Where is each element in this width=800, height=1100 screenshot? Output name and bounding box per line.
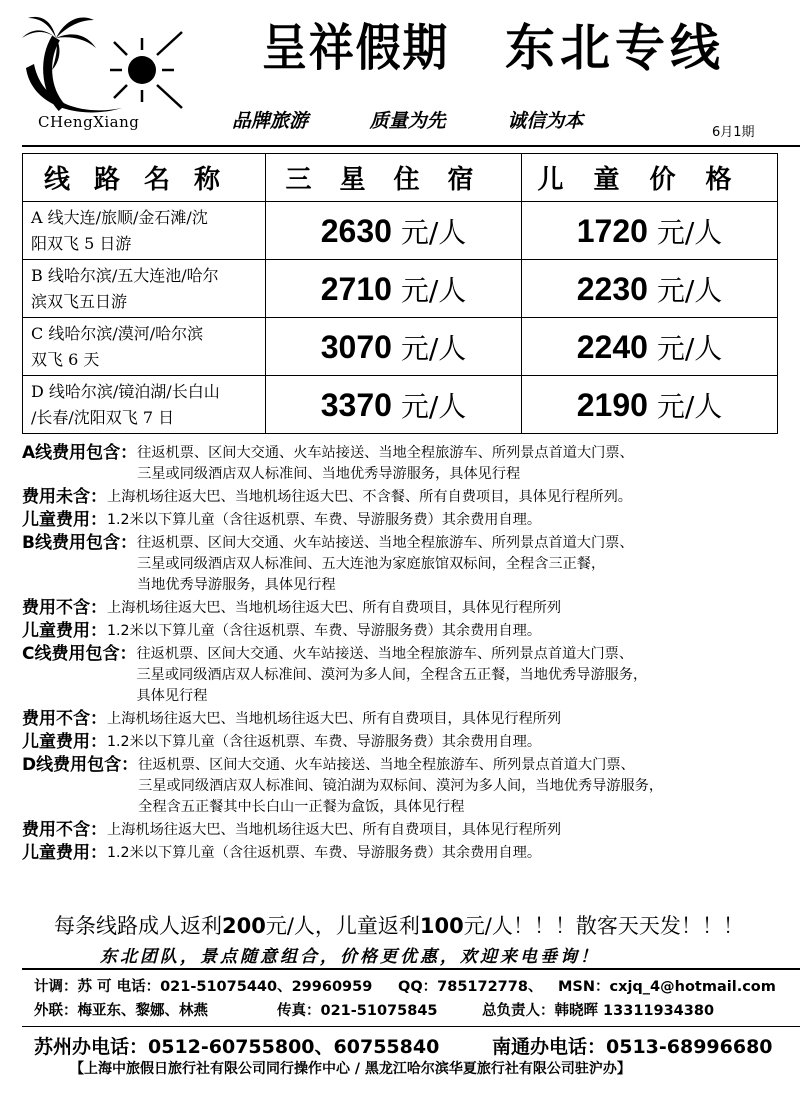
adult-price: [266, 318, 522, 376]
logo-text: CHengXiang: [38, 113, 140, 131]
divider: [22, 145, 800, 147]
manager-contact: 总负责人：韩晓晖 13311934380: [482, 1003, 715, 1019]
text-line: 具体见行程: [136, 688, 208, 704]
child-price-value: 1720: [576, 212, 648, 249]
d-excluded: [22, 820, 792, 841]
d-included-text: [138, 755, 792, 818]
route-name: [23, 202, 266, 260]
rebate-text: 元/人！！！散客天天发！！！: [463, 914, 744, 938]
text-line: 当地优秀导游服务，具体见行程: [136, 577, 336, 593]
price-unit: 元/人: [400, 273, 467, 307]
route-name-line2: /长春/沈阳双飞 7 日: [31, 407, 175, 427]
route-name-line1: B 线哈尔滨/五大连池/哈尔: [31, 265, 219, 285]
price-unit: 元/人: [400, 331, 467, 365]
a-included-text: [137, 443, 792, 485]
child-price-value: 2230: [576, 270, 648, 307]
b-child: [22, 621, 792, 642]
divider: [22, 1026, 800, 1027]
route-name-line2: 滨双飞五日游: [31, 291, 128, 311]
d-included-label: D线费用包含 ：: [22, 755, 138, 776]
qq-contact: QQ：785172778、: [398, 979, 543, 995]
slogan-integrity: 诚信为本: [507, 110, 584, 132]
slogan-quality: 质量为先: [369, 110, 446, 132]
title-sub: 东北专线: [505, 18, 725, 77]
adult-price-value: 3370: [320, 386, 392, 423]
rebate-banner: [54, 910, 744, 940]
text-line: 往返机票、区间大交通、火车站接送、当地全程旅游车、所列景点首道大门票、: [136, 535, 634, 551]
route-name-line1: D 线哈尔滨/镜泊湖/长白山: [31, 381, 220, 401]
d-excluded-label: 费用不含 ：: [22, 820, 107, 841]
title-main: 呈祥假期: [262, 18, 450, 77]
header-route-name: 线路名称: [23, 154, 266, 202]
d-child-text: 1.2米以下算儿童（含往返机票、车费、导游服务费）其余费用自理。: [107, 845, 542, 861]
c-included: [22, 644, 792, 707]
d-excluded-text: 上海机场往返大巴、当地机场往返大巴、所有自费项目，具体见行程所列: [107, 822, 562, 838]
text-line: 往返机票、区间大交通、火车站接送、当地全程旅游车、所列景点首道大门票、: [136, 646, 634, 662]
b-child-label: 儿童费用 ：: [22, 621, 107, 642]
child-price: [522, 202, 778, 260]
b-excluded-text: 上海机场往返大巴、当地机场往返大巴、所有自费项目，具体见行程所列: [107, 600, 562, 616]
header-child-price: 儿童价格: [522, 154, 778, 202]
d-included: [22, 755, 792, 818]
c-excluded-text: 上海机场往返大巴、当地机场往返大巴、所有自费项目，具体见行程所列: [107, 711, 562, 727]
b-included: [22, 533, 792, 596]
d-child: [22, 843, 792, 864]
fax-contact: 传真：021-51075845: [277, 1003, 438, 1019]
route-name: [23, 318, 266, 376]
table-header-row: [23, 154, 778, 202]
price-unit: 元/人: [656, 273, 723, 307]
c-included-text: [136, 644, 792, 707]
rebate-text: 每条线路成人返利: [54, 914, 222, 938]
b-excluded: [22, 598, 792, 619]
msn-contact: MSN：cxjq_4@hotmail.com: [558, 979, 776, 995]
child-price-value: 2190: [576, 386, 648, 423]
adult-price-value: 3070: [320, 328, 392, 365]
slogans: [232, 106, 638, 133]
slogan-brand: 品牌旅游: [232, 110, 309, 132]
issue-number: 6月1期: [712, 125, 755, 140]
header-adult-price: 三星住宿: [266, 154, 522, 202]
price-unit: 元/人: [400, 215, 467, 249]
suzhou-office-phone: 苏州办电话：0512-60755800、60755840: [34, 1036, 440, 1058]
a-excluded: [22, 487, 792, 508]
a-child: [22, 510, 792, 531]
b-child-text: 1.2米以下算儿童（含往返机票、车费、导游服务费）其余费用自理。: [107, 623, 542, 639]
contacts: [34, 975, 794, 1023]
text-line: 三星或同级酒店双人标准间、当地优秀导游服务，具体见行程: [137, 466, 521, 482]
adult-price: [266, 376, 522, 434]
c-child-label: 儿童费用 ：: [22, 732, 107, 753]
route-name-line1: A 线大连/旅顺/金石滩/沈: [31, 207, 208, 227]
child-price: [522, 376, 778, 434]
header: [0, 0, 800, 145]
a-child-text: 1.2米以下算儿童（含往返机票、车费、导游服务费）其余费用自理。: [107, 512, 542, 528]
text-line: 三星或同级酒店双人标准间、漠河为多人间，全程含五正餐，当地优秀导游服务，: [136, 667, 648, 683]
price-unit: 元/人: [656, 215, 723, 249]
price-unit: 元/人: [656, 389, 723, 423]
contacts-line-2: [34, 999, 794, 1023]
adult-price-value: 2630: [320, 212, 392, 249]
b-excluded-label: 费用不含 ：: [22, 598, 107, 619]
planner-contact: 计调：苏 可 电话：021-51075440、29960959: [34, 979, 373, 995]
table-row: [23, 202, 778, 260]
child-price: [522, 318, 778, 376]
price-unit: 元/人: [400, 389, 467, 423]
rebate-text: 元/人，儿童返利: [265, 914, 420, 938]
adult-rebate-amount: 200: [222, 914, 266, 938]
outreach-contact: 外联：梅亚东、黎娜、林燕: [34, 1003, 208, 1019]
child-rebate-amount: 100: [419, 914, 464, 938]
nantong-office-phone: 南通办电话：0513-68996680: [492, 1036, 773, 1058]
adult-price: [266, 260, 522, 318]
table-row: [23, 376, 778, 434]
route-name-line1: C 线哈尔滨/漠河/哈尔滨: [31, 323, 204, 343]
child-price: [522, 260, 778, 318]
routes-table: [22, 153, 778, 434]
c-included-label: C线费用包含 ：: [22, 644, 136, 665]
footer-company: 【上海中旅假日旅行社有限公司同行操作中心 / 黑龙江哈尔滨华夏旅行社有限公司驻沪办】: [70, 1061, 631, 1077]
a-included: [22, 443, 792, 485]
fee-details: [22, 443, 792, 866]
text-line: 全程含五正餐其中长白山一正餐为盒饭，具体见行程: [138, 799, 465, 815]
b-included-text: [137, 533, 792, 596]
c-excluded: [22, 709, 792, 730]
child-price-value: 2240: [576, 328, 648, 365]
a-included-label: A线费用包含 ：: [22, 443, 137, 464]
text-line: 往返机票、区间大交通、火车站接送、当地全程旅游车、所列景点首道大门票、: [138, 757, 635, 773]
route-name: [23, 376, 266, 434]
text-line: 三星或同级酒店双人标准间、五大连池为家庭旅馆双标间，全程含三正餐，: [136, 556, 606, 572]
table-row: [23, 318, 778, 376]
a-excluded-text: 上海机场往返大巴、当地机场往返大巴、不含餐、所有自费项目，具体见行程所列。: [107, 489, 632, 505]
price-unit: 元/人: [656, 331, 723, 365]
d-child-label: 儿童费用 ：: [22, 843, 107, 864]
adult-price: [266, 202, 522, 260]
c-child-text: 1.2米以下算儿童（含往返机票、车费、导游服务费）其余费用自理。: [107, 734, 542, 750]
c-excluded-label: 费用不含 ：: [22, 709, 107, 730]
route-name: [23, 260, 266, 318]
c-child: [22, 732, 792, 753]
route-name-line2: 阳双飞 5 日游: [31, 233, 132, 253]
b-included-label: B线费用包含 ：: [22, 533, 137, 554]
route-name-line2: 双飞 6 天: [31, 349, 100, 369]
promo-slogan: 东北团队，景点随意组合，价格更优惠，欢迎来电垂询！: [100, 947, 600, 967]
text-line: 三星或同级酒店双人标准间、镜泊湖为双标间、漠河为多人间，当地优秀导游服务，: [138, 778, 664, 794]
contacts-line-1: [34, 975, 794, 999]
a-excluded-label: 费用未含 ：: [22, 487, 107, 508]
text-line: 往返机票、区间大交通、火车站接送、当地全程旅游车、所列景点首道大门票、: [137, 445, 634, 461]
divider: [22, 968, 800, 970]
a-child-label: 儿童费用 ：: [22, 510, 107, 531]
adult-price-value: 2710: [320, 270, 392, 307]
table-row: [23, 260, 778, 318]
